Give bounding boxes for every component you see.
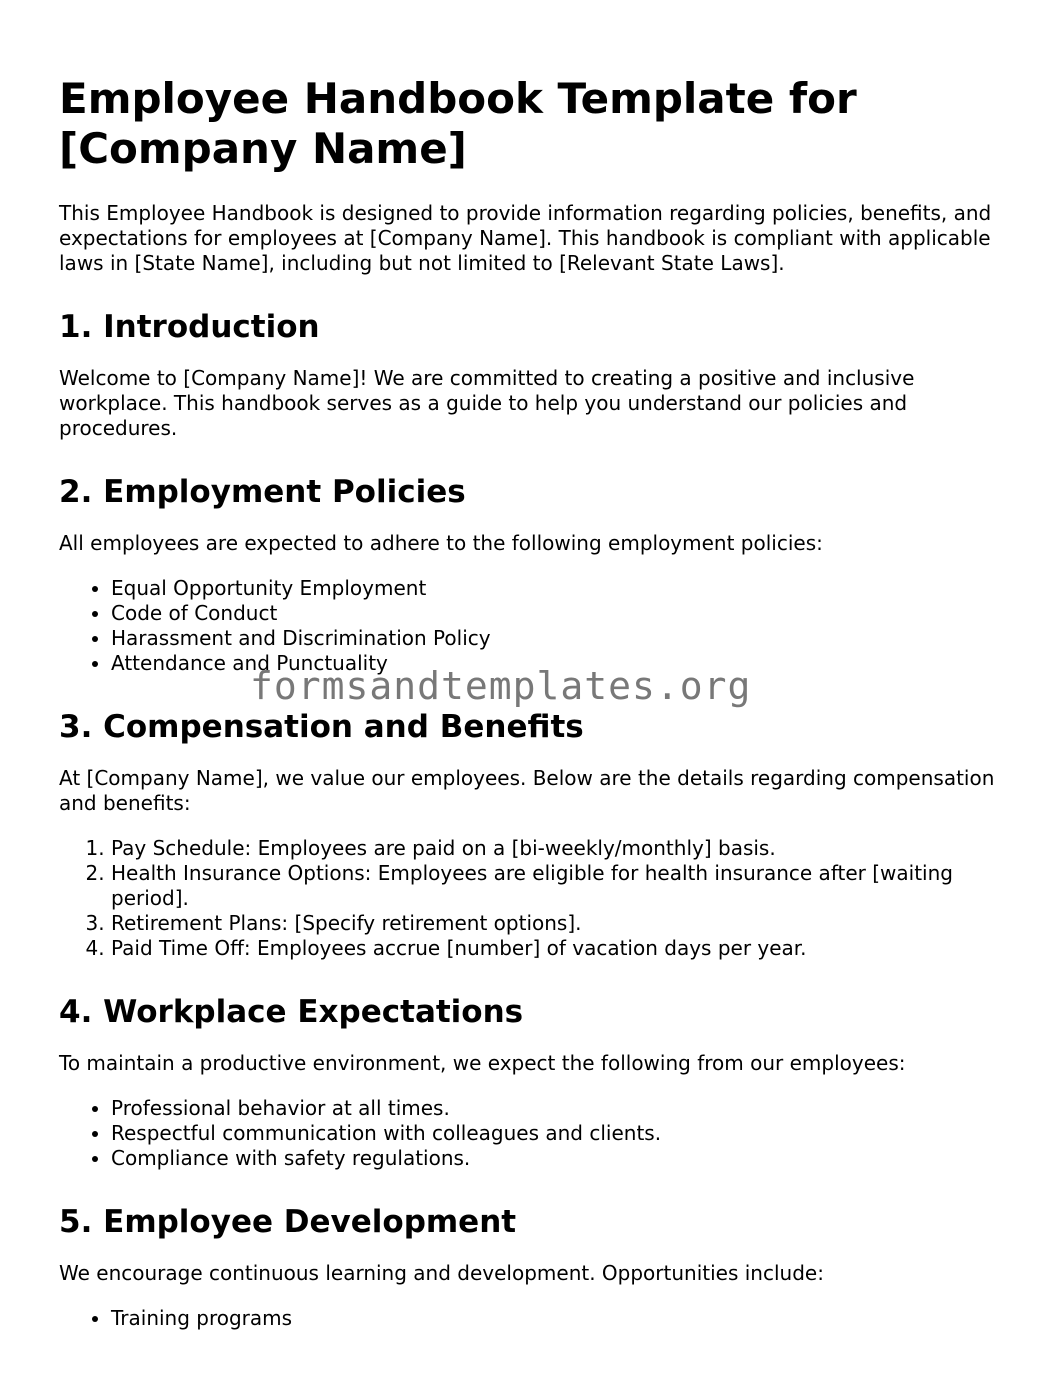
intro-paragraph: This Employee Handbook is designed to provide information regarding policies, benefits, and expectations for employees at [Company Name]. This handbook is compliant with applicable laws in [State Name], including but not limited to [Relevant State Laws]. [59, 201, 992, 275]
handbook-document [59, 74, 999, 1363]
section-employment-policies [59, 473, 999, 676]
section-heading: 2. Employment Policies [59, 474, 466, 510]
list-item: 1. Pay Schedule: Employees are paid on a [bi-weekly/monthly] basis. [111, 836, 999, 861]
section-introduction [59, 308, 999, 441]
section-compensation-benefits [59, 708, 999, 961]
section-heading: 3. Compensation and Benefits [59, 709, 584, 745]
list-item: • Attendance and Punctuality [111, 651, 999, 676]
section-text: Welcome to [Company Name]! We are committed to creating a positive and inclusive workplace. This handbook serves as a guide to help you understand our policies and procedures. [59, 366, 915, 440]
section-employee-development [59, 1203, 999, 1331]
policy-list [59, 576, 999, 676]
list-item: • Professional behavior at all times. [111, 1096, 999, 1121]
section-text: To maintain a productive environment, we expect the following from our employees: [59, 1051, 906, 1075]
list-item: 4. Paid Time Off: Employees accrue [number] of vacation days per year. [111, 936, 999, 961]
list-item: • Code of Conduct [111, 601, 999, 626]
list-item: • Respectful communication with colleagues and clients. [111, 1121, 999, 1146]
list-item: 2. Health Insurance Options: Employees are eligible for health insurance after [waiting period]. [111, 861, 999, 911]
section-heading: 1. Introduction [59, 309, 320, 345]
list-item: • Harassment and Discrimination Policy [111, 626, 999, 651]
benefits-list [59, 836, 999, 961]
list-item: • Compliance with safety regulations. [111, 1146, 999, 1171]
section-workplace-expectations [59, 993, 999, 1171]
list-item: 3. Retirement Plans: [Specify retirement options]. [111, 911, 999, 936]
section-text: At [Company Name], we value our employees. Below are the details regarding compensation and benefits: [59, 766, 995, 815]
watermark-text: formsandtemplates.org [250, 664, 752, 708]
section-text: We encourage continuous learning and development. Opportunities include: [59, 1261, 824, 1285]
document-title: Employee Handbook Template for [Company Name] [59, 74, 857, 173]
development-list [59, 1306, 999, 1331]
section-heading: 4. Workplace Expectations [59, 994, 524, 1030]
list-item: • Equal Opportunity Employment [111, 576, 999, 601]
list-item: • Training programs [111, 1306, 999, 1331]
section-text: All employees are expected to adhere to the following employment policies: [59, 531, 823, 555]
section-heading: 5. Employee Development [59, 1204, 517, 1240]
expectations-list [59, 1096, 999, 1171]
